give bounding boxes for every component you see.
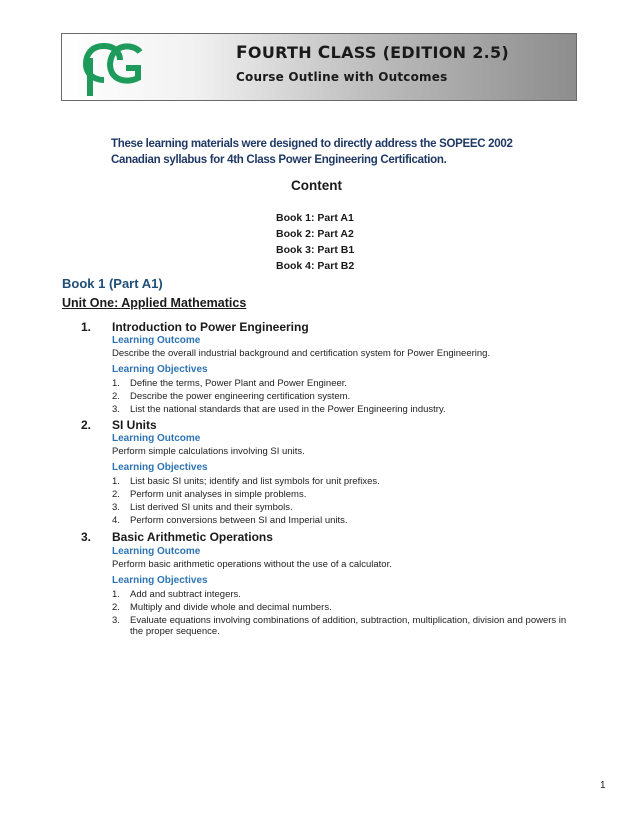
learning-outcome-text: Perform simple calculations involving SI units. bbox=[112, 446, 305, 457]
objective-item: 2. Describe the power engineering certification system. bbox=[112, 391, 351, 402]
content-item: Book 2: Part A2 bbox=[276, 228, 354, 240]
content-list bbox=[276, 210, 354, 274]
section-title: Introduction to Power Engineering bbox=[112, 320, 309, 334]
intro-text: These learning materials were designed to directly address the SOPEEC 2002 Canadian syllabus for 4th Class Power Engineering Certification. bbox=[111, 138, 513, 166]
objective-item: 2. Multiply and divide whole and decimal numbers. bbox=[112, 602, 332, 613]
learning-objectives-label: Learning Objectives bbox=[112, 364, 208, 375]
objective-item: 3. List the national standards that are used in the Power Engineering industry. bbox=[112, 404, 446, 415]
pg-logo bbox=[82, 38, 146, 100]
section-number: 2. bbox=[81, 418, 92, 432]
section-number: 1. bbox=[81, 320, 92, 334]
objective-item: 3. List derived SI units and their symbols. bbox=[112, 502, 293, 513]
content-heading: Content bbox=[291, 178, 342, 193]
book-heading: Book 1 (Part A1) bbox=[62, 276, 163, 291]
content-item: Book 4: Part B2 bbox=[276, 260, 355, 272]
title-block bbox=[236, 43, 509, 84]
learning-outcome-label: Learning Outcome bbox=[112, 546, 201, 557]
learning-objectives-label: Learning Objectives bbox=[112, 462, 208, 473]
objective-item: 1. Add and subtract integers. bbox=[112, 589, 241, 600]
learning-objectives-label: Learning Objectives bbox=[112, 575, 208, 586]
objective-item: 1. List basic SI units; identify and list symbols for unit prefixes. bbox=[112, 476, 380, 487]
unit-heading: Unit One: Applied Mathematics bbox=[62, 296, 247, 310]
learning-outcome-text: Perform basic arithmetic operations without the use of a calculator. bbox=[112, 559, 392, 570]
objective-item: 4. Perform conversions between SI and Imperial units. bbox=[112, 515, 348, 526]
section-number: 3. bbox=[81, 530, 92, 544]
objective-item: 3. Evaluate equations involving combinations of addition, subtraction, multiplication, division and powers in the proper sequence. bbox=[112, 615, 567, 637]
content-item: Book 1: Part A1 bbox=[276, 212, 354, 224]
content-item: Book 3: Part B1 bbox=[276, 244, 355, 256]
document-subtitle: Course Outline with Outcomes bbox=[236, 70, 448, 84]
document-title: FOURTH CLASS (EDITION 2.5) bbox=[236, 43, 510, 63]
section-title: Basic Arithmetic Operations bbox=[112, 530, 273, 544]
learning-outcome-text: Describe the overall industrial background and certification system for Power Engineering. bbox=[112, 348, 491, 359]
page-number: 1 bbox=[600, 780, 606, 791]
section-title: SI Units bbox=[112, 418, 157, 432]
learning-outcome-label: Learning Outcome bbox=[112, 433, 201, 444]
objective-item: 2. Perform unit analyses in simple problems. bbox=[112, 489, 307, 500]
learning-outcome-label: Learning Outcome bbox=[112, 335, 201, 346]
objective-item: 1. Define the terms, Power Plant and Power Engineer. bbox=[112, 378, 348, 389]
